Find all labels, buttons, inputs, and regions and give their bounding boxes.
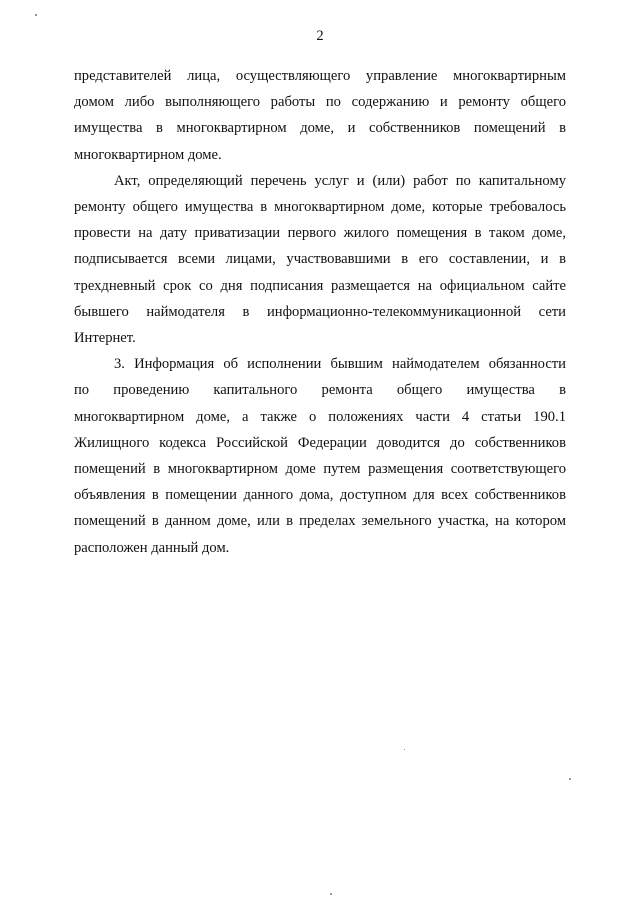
text-line: расположен данный дом. bbox=[74, 539, 230, 556]
text-line: имущества в многоквартирном доме, и собственников помещений в bbox=[74, 120, 566, 137]
text-line: помещений в многоквартирном доме путем размещения соответствующего bbox=[74, 461, 566, 478]
paragraph-1 bbox=[74, 63, 566, 168]
text-line: трехдневный срок со дня подписания размещается на официальном сайте bbox=[74, 277, 566, 294]
text-line: 3. Информация об исполнении бывшим наймодателем обязанности bbox=[114, 356, 566, 373]
text-line: представителей лица, осуществляющего управление многоквартирным bbox=[74, 68, 566, 84]
text-line: ремонту общего имущества в многоквартирном доме, которые требовалось bbox=[74, 199, 566, 216]
scan-speck bbox=[569, 778, 571, 780]
text-line: многоквартирном доме. bbox=[74, 146, 222, 163]
page-number: 2 bbox=[316, 28, 324, 44]
scan-speck bbox=[404, 749, 405, 750]
text-line: помещений в данном доме, или в пределах земельного участка, на котором bbox=[74, 513, 566, 530]
paragraph-2 bbox=[74, 168, 566, 351]
text-line: провести на дату приватизации первого жилого помещения в таком доме, bbox=[74, 225, 566, 242]
paragraph-3 bbox=[74, 351, 566, 561]
document-body bbox=[74, 63, 566, 561]
text-line: домом либо выполняющего работы по содержанию и ремонту общего bbox=[74, 94, 566, 111]
scan-speck bbox=[330, 893, 332, 895]
scan-speck bbox=[35, 14, 37, 16]
text-line: Интернет. bbox=[74, 330, 136, 347]
text-line: подписывается всеми лицами, участвовавшими в его составлении, и в bbox=[74, 251, 566, 268]
text-line: бывшего наймодателя в информационно-телекоммуникационной сети bbox=[74, 303, 566, 320]
text-line: объявления в помещении данного дома, доступном для всех собственников bbox=[74, 487, 566, 504]
text-line: многоквартирном доме, а также о положениях части 4 статьи 190.1 bbox=[74, 408, 566, 425]
text-line: Акт, определяющий перечень услуг и (или) работ по капитальному bbox=[114, 172, 566, 189]
text-line: Жилищного кодекса Российской Федерации доводится до собственников bbox=[74, 434, 566, 451]
text-line: по проведению капитального ремонта общего имущества в bbox=[74, 382, 566, 399]
